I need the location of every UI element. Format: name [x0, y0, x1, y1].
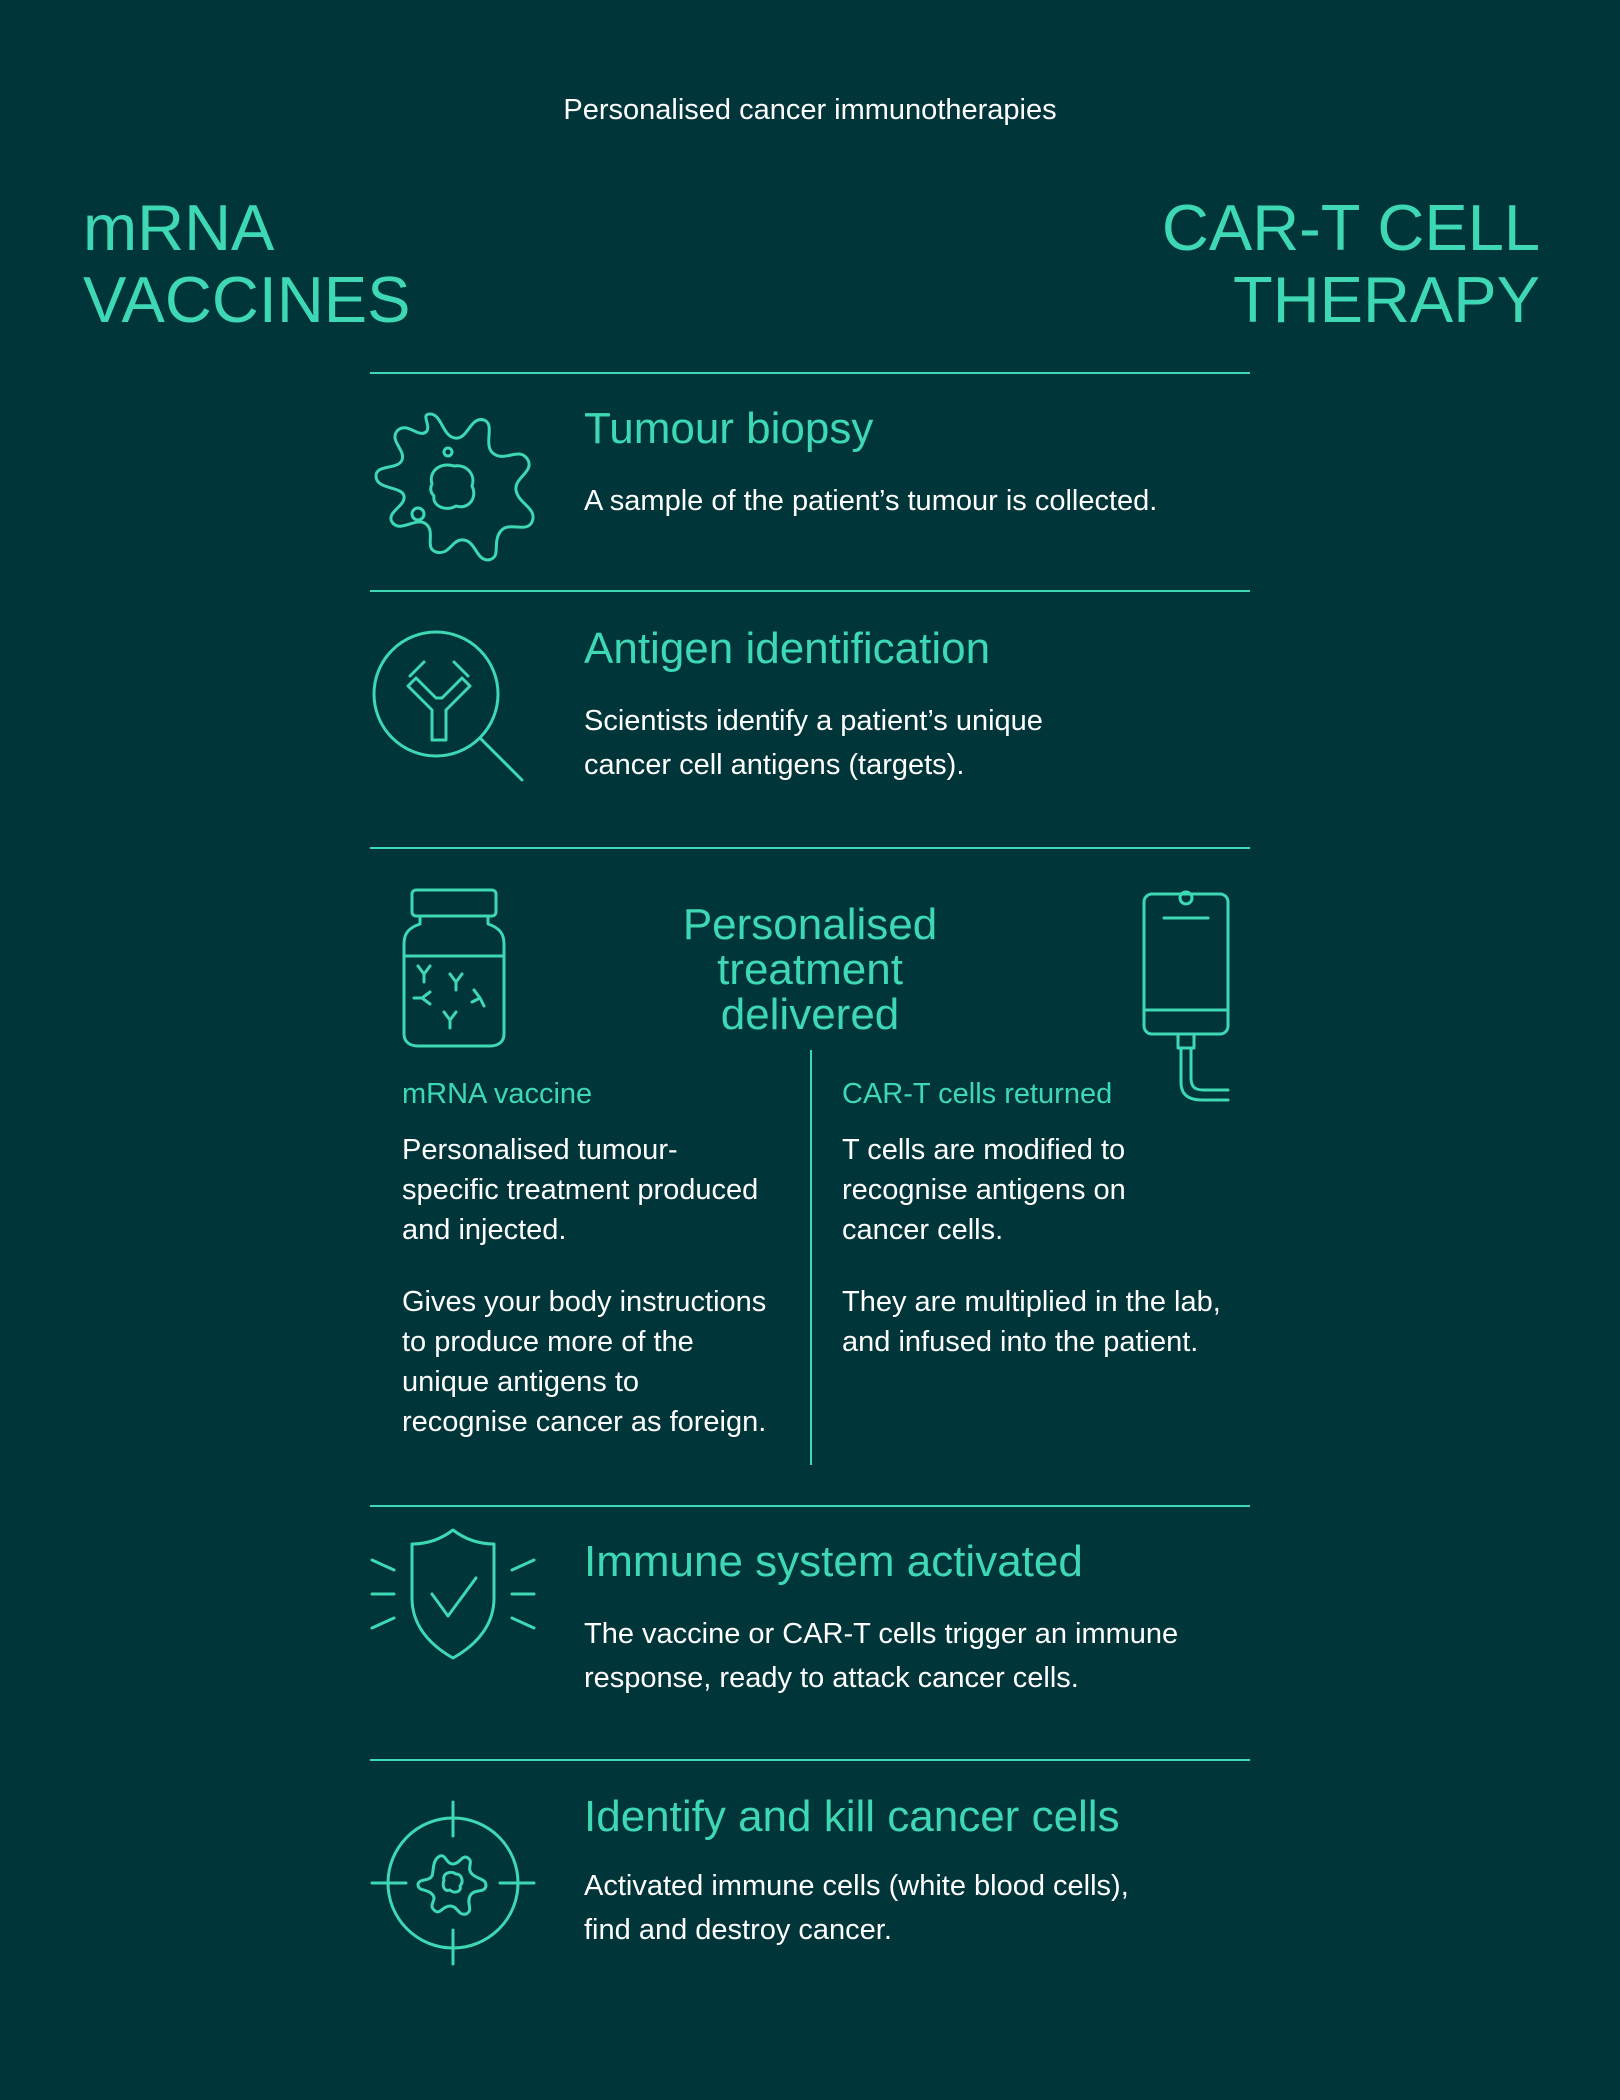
step-title-antigen-identification: Antigen identification	[584, 624, 991, 673]
step-description-line: find and destroy cancer.	[584, 1914, 892, 1946]
mrna-vaccine-description-2	[402, 1282, 766, 1442]
step-title-immune-system-activated: Immune system activated	[584, 1537, 1083, 1586]
step-description-line: The vaccine or CAR-T cells trigger an immune	[584, 1618, 1179, 1650]
step-description-line: A sample of the patient’s tumour is collected.	[584, 485, 1158, 517]
car-t-cells-label: CAR-T cells returned	[842, 1078, 1113, 1110]
step-title-identify-and-kill: Identify and kill cancer cells	[584, 1792, 1120, 1841]
step-description	[584, 479, 1157, 523]
text-line: recognise antigens on	[842, 1174, 1126, 1206]
text-line: and injected.	[402, 1214, 567, 1246]
divider	[370, 847, 1250, 849]
step-description-line: Scientists identify a patient’s unique	[584, 705, 1043, 737]
text-line: unique antigens to	[402, 1366, 640, 1398]
mrna-vaccine-description	[402, 1130, 758, 1250]
mrna-heading-line-2: VACCINES	[83, 263, 411, 336]
mrna-heading-line-1: mRNA	[83, 191, 275, 264]
text-line: cancer cells.	[842, 1214, 1004, 1246]
step-description	[584, 1864, 1129, 1952]
treatment-title	[584, 902, 1036, 1037]
treatment-title-line-2: delivered	[720, 990, 900, 1039]
text-line: specific treatment produced	[402, 1174, 759, 1206]
text-line: Gives your body instructions	[402, 1286, 767, 1318]
page-title: Personalised cancer immunotherapies	[563, 94, 1057, 126]
car-t-description-2	[842, 1282, 1221, 1362]
cancer-cell-icon	[370, 408, 540, 563]
mrna-vaccines-heading	[83, 192, 410, 336]
step-description	[584, 699, 1043, 787]
column-divider	[810, 1050, 812, 1465]
vaccine-vial-icon	[400, 888, 508, 1048]
divider	[370, 1759, 1250, 1761]
step-description-line: Activated immune cells (white blood cells),	[584, 1870, 1129, 1902]
text-line: recognise cancer as foreign.	[402, 1406, 767, 1438]
text-line: They are multiplied in the lab,	[842, 1286, 1221, 1318]
shield-check-icon	[368, 1528, 538, 1660]
car-t-heading	[1162, 192, 1540, 336]
target-cell-icon	[370, 1800, 536, 1966]
step-description-line: cancer cell antigens (targets).	[584, 749, 965, 781]
mrna-vaccine-label: mRNA vaccine	[402, 1078, 593, 1110]
text-line: and infused into the patient.	[842, 1326, 1199, 1358]
car-t-heading-line-1: CAR-T CELL	[1161, 191, 1540, 264]
car-t-heading-line-2: THERAPY	[1232, 263, 1540, 336]
step-title-tumour-biopsy: Tumour biopsy	[584, 404, 874, 453]
text-line: to produce more of the	[402, 1326, 694, 1358]
text-line: T cells are modified to	[842, 1134, 1126, 1166]
divider	[370, 590, 1250, 592]
iv-bag-icon	[1140, 882, 1236, 1108]
magnifier-antibody-icon	[370, 628, 530, 788]
step-description	[584, 1612, 1178, 1700]
text-line: Personalised tumour-	[402, 1134, 678, 1166]
divider	[370, 1505, 1250, 1507]
treatment-title-line-1: Personalised treatment	[682, 900, 938, 994]
car-t-description	[842, 1130, 1126, 1250]
divider	[370, 372, 1250, 374]
step-description-line: response, ready to attack cancer cells.	[584, 1662, 1079, 1694]
